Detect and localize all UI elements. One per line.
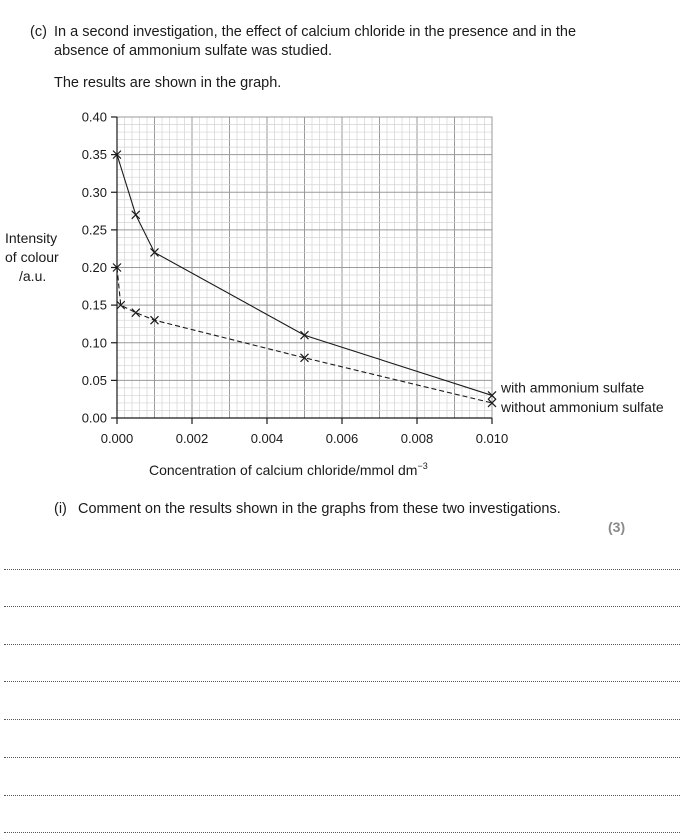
answer-line[interactable] <box>4 719 680 720</box>
y-tick-label: 0.15 <box>81 297 107 313</box>
y-axis-label: Intensity <box>5 230 58 246</box>
y-tick-label: 0.25 <box>81 222 107 238</box>
x-axis-label: Concentration of calcium chloride/mmol $dm^{-3}$ <box>149 461 428 478</box>
part-i-label: (i) <box>54 501 67 517</box>
marks-indicator: (3) <box>608 519 626 535</box>
y-tick-label: 0.35 <box>81 147 107 163</box>
y-axis-label: /a.u. <box>19 268 47 284</box>
y-tick-label: 0.40 <box>81 109 107 125</box>
answer-line[interactable] <box>4 757 680 758</box>
y-tick-label: 0.30 <box>81 184 107 200</box>
line-chart <box>0 105 692 490</box>
y-tick-label: 0.10 <box>81 335 107 351</box>
part-i-question-text: Comment on the results shown in the graphs from these two investigations. <box>78 501 561 517</box>
x-tick-label: 0.004 <box>250 431 284 446</box>
answer-line[interactable] <box>4 644 680 645</box>
y-axis-label: of colour <box>5 249 59 265</box>
answer-line[interactable] <box>4 832 680 833</box>
y-tick-label: 0.00 <box>81 410 107 426</box>
answer-line[interactable] <box>4 795 680 796</box>
question-text-line-1: In a second investigation, the effect of calcium chloride in the presence and in the <box>54 24 577 40</box>
series-label: with ammonium sulfate <box>501 379 645 396</box>
x-axis-label-superscript: −3 <box>417 461 428 471</box>
results-intro-text: The results are shown in the graph. <box>54 75 282 91</box>
x-tick-label: 0.006 <box>325 431 359 446</box>
x-tick-label: 0.010 <box>475 431 509 446</box>
y-tick-label: 0.20 <box>81 260 107 275</box>
answer-line[interactable] <box>4 681 680 682</box>
answer-line[interactable] <box>4 606 680 607</box>
x-tick-label: 0.000 <box>100 431 134 446</box>
x-tick-label: 0.002 <box>175 431 209 446</box>
answer-line[interactable] <box>4 569 680 570</box>
question-text-line-2: absence of ammonium sulfate was studied. <box>54 43 333 59</box>
chart-grid <box>117 117 492 418</box>
series-label: without ammonium sulfate <box>501 398 664 415</box>
x-tick-label: 0.008 <box>400 431 434 446</box>
question-label: (c) <box>30 24 47 40</box>
y-tick-label: 0.05 <box>81 372 107 388</box>
